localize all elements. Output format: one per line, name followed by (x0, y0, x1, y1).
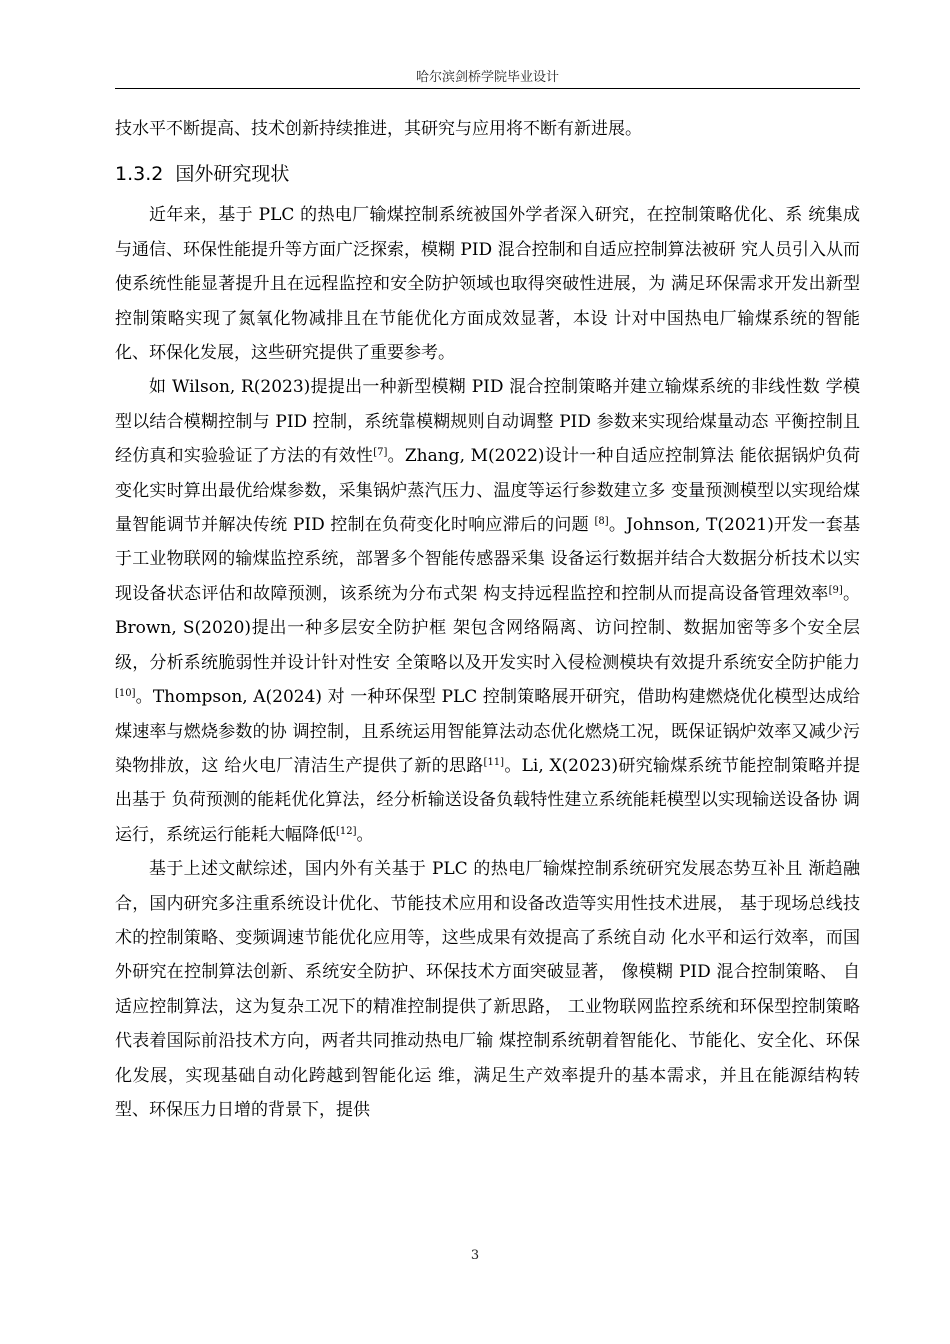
text-segment: 如 Wilson, R(2023)提提出一种新型模糊 PID 混合控制策略并建立输煤系统的非线性数 学模型以结合模糊控制与 PID 控制，系统靠模糊规则自动调整 PID 参数来实现给煤量动态 平衡控制且经仿真和实验验证了方法的有效性 (115, 377, 860, 467)
text-segment: 。Brown, S(2020)提出一种多层安全防护框 架包含网络隔离、访问控制、数据加密等多个安全层级，分析系统脆弱性并设计针对性安 全策略以及开发实时入侵检测模块有效提升系统安全防护能力 (115, 583, 860, 673)
paragraph-summary: 基于上述文献综述，国内外有关基于 PLC 的热电厂输煤控制系统研究发展态势互补且 渐趋融合，国内研究多注重系统设计优化、节能技术应用和设备改造等实用性技术进展， 基于现场总线技术的控制策略、变频调速节能优化应用等，这些成果有效提高了系统自动 化水平和运行效率，而国外研究在控制算法创新、系统安全防护、环保技术方面突破显著， 像模糊 PID 混合控制策略、 自适应控制算法，这为复杂工况下的精准控制提供了新思路， 工业物联网监控系统和环保型控制策略代表着国际前沿技术方向，两者共同推动热电厂输 煤控制系统朝着智能化、节能化、安全化、环保化发展，实现基础自动化跨越到智能化运 维，满足生产效率提升的基本需求，并且在能源结构转型、环保压力日增的背景下，提供 (115, 859, 860, 1120)
citation-ref: [10] (115, 688, 136, 700)
section-heading (115, 162, 860, 186)
running-header: 哈尔滨剑桥学院毕业设计 (415, 70, 559, 85)
page-body (115, 112, 860, 1127)
paragraph-overview: 近年来，基于 PLC 的热电厂输煤控制系统被国外学者深入研究，在控制策略优化、系 统集成与通信、环保性能提升等方面广泛探索，模糊 PID 混合控制和自适应控制算法被研 究人员引入从而使系统性能显著提升且在远程监控和安全防护领域也取得突破性进展，为 满足环保需求开发出新型控制策略实现了氮氧化物减排且在节能优化方面成效显著，本设 计对中国热电厂输煤系统的智能化、环保化发展，这些研究提供了重要参考。 (115, 205, 860, 364)
citation-ref: [8] (594, 516, 609, 528)
text-segment: 。Thompson, A(2024) 对 一种环保型 PLC 控制策略展开研究，借助构建燃烧优化模型达成给煤速率与燃烧参数的协 调控制，且系统运用智能算法动态优化燃烧工况，既保证锅炉效率又减少污染物排放，这 给火电厂清洁生产提供了新的思路 (115, 687, 860, 776)
text-segment: 。Zhang, M(2022)设计一种自适应控制算法 能依据锅炉负荷变化实时算出最优给煤参数，采集锅炉蒸汽压力、温度等运行参数建立多 变量预测模型以实现给煤量智能调节并解决传统 PID 控制在负荷变化时响应滞后的问题 (115, 446, 861, 536)
text-segment: 。 (356, 824, 374, 845)
citation-ref: [9] (828, 584, 843, 596)
citation-ref: [7] (373, 447, 388, 459)
paragraph-literature (115, 370, 860, 852)
text-segment: 。Li, X(2023)研究输煤系统节能控制策略并提出基于 负荷预测的能耗优化算法，经分析输送设备负载特性建立系统能耗模型以实现输送设备协 调运行，系统运行能耗大幅降低 (115, 755, 860, 845)
header-divider (115, 88, 860, 89)
section-number: 1.3.2 (115, 163, 164, 186)
text-segment: 。Johnson, T(2021)开发一套基于工业物联网的输煤监控系统，部署多个智能传感器采集 设备运行数据并结合大数据分析技术以实现设备状态评估和故障预测，该系统为分布式架 构支持远程监控和控制从而提高设备管理效率 (115, 515, 860, 604)
citation-ref: [12] (336, 825, 357, 837)
citation-ref: [11] (483, 756, 505, 768)
continued-paragraph: 技水平不断提高、技术创新持续推进，其研究与应用将不断有新进展。 (115, 119, 642, 139)
section-title: 国外研究现状 (175, 163, 290, 186)
page-number: 3 (470, 1248, 480, 1263)
